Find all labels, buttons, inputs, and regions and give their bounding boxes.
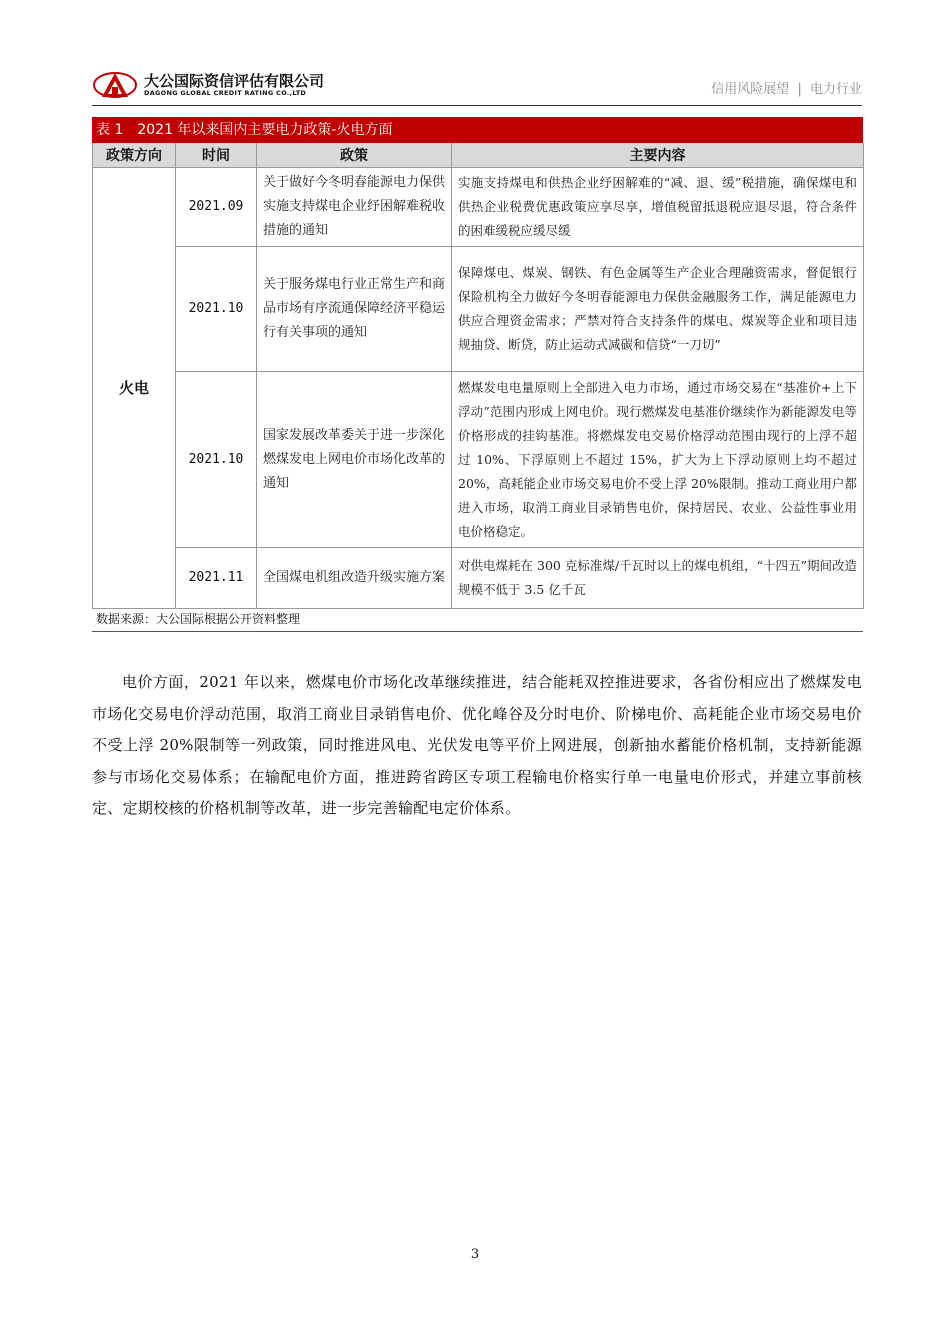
content-cell: 对供电煤耗在 300 克标准煤/千瓦时以上的煤电机组，“十四五”期间改造规模不低于 3.5 亿千瓦 (452, 548, 864, 609)
company-name-en: DAGONG GLOBAL CREDIT RATING CO.,LTD (144, 89, 307, 97)
page-header (92, 66, 862, 106)
column-header-content: 主要内容 (452, 143, 864, 168)
company-name-cn: 大公国际资信评估有限公司 (144, 72, 325, 90)
content-cell: 实施支持煤电和供热企业纾困解难的“减、退、缓”税措施，确保煤电和供热企业税费优惠政策应享尽享，增值税留抵退税应退尽退，符合条件的困难缓税应缓尽缓 (452, 168, 864, 247)
industry-label: 电力行业 (809, 82, 862, 97)
time-cell: 2021.09 (176, 168, 257, 247)
policy-cell: 国家发展改革委关于进一步深化燃煤发电上网电价市场化改革的通知 (257, 372, 452, 548)
header-divider (92, 105, 862, 106)
content-cell: 保障煤电、煤炭、钢铁、有色金属等生产企业合理融资需求，督促银行保险机构全力做好今冬明春能源电力保供金融服务工作，满足能源电力供应合理资金需求；严禁对符合支持条件的煤电、煤炭等企业和项目违规抽贷、断贷，防止运动式减碳和信贷“一刀切” (452, 247, 864, 372)
time-cell: 2021.11 (176, 548, 257, 609)
page-number: 3 (470, 1247, 480, 1262)
time-cell: 2021.10 (176, 247, 257, 372)
table-row (93, 247, 864, 372)
body-paragraph: 电价方面，2021 年以来，燃煤电价市场化改革继续推进，结合能耗双控推进要求，各省份相应出了燃煤发电市场化交易电价浮动范围，取消工商业目录销售电价、优化峰谷及分时电价、阶梯电价、高耗能企业市场交易电价不受上浮 20%限制等一列政策，同时推进风电、光伏发电等平价上网进展，创新抽水蓄能价格机制，支持新能源参与市场化交易体系；在输配电价方面，推进跨省跨区专项工程输电价格实行单一电量电价形式，并建立事前核定、定期校核的价格机制等改革，进一步完善输配电定价体系。 (92, 673, 862, 817)
table-row (93, 372, 864, 548)
report-type: 信用风险展望 (711, 82, 790, 97)
table-source-note: 数据来源：大公国际根据公开资料整理 (92, 606, 863, 632)
policy-cell: 全国煤电机组改造升级实施方案 (257, 548, 452, 609)
content-cell: 燃煤发电电量原则上全部进入电力市场，通过市场交易在“基准价+上下浮动”范围内形成上网电价。现行燃煤发电基准价继续作为新能源发电等价格形成的挂钩基准。将燃煤发电交易价格浮动范围由现行的上浮不超过 10%、下浮原则上不超过 15%，扩大为上下浮动原则上均不超过 20%，高耗能企业市场交易电价不受上浮 20%限制。推动工商业用户都进入市场，取消工商业目录销售电价，保持居民、农业、公益性事业用电价格稳定。 (452, 372, 864, 548)
table-row (93, 548, 864, 609)
time-cell: 2021.10 (176, 372, 257, 548)
company-logo-icon (92, 70, 138, 100)
policy-cell: 关于服务煤电行业正常生产和商品市场有序流通保障经济平稳运行有关事项的通知 (257, 247, 452, 372)
table-row (93, 168, 864, 247)
column-header-direction: 政策方向 (93, 143, 176, 168)
category-cell: 火电 (93, 168, 176, 609)
report-category (711, 78, 862, 97)
table-header-row (93, 143, 864, 168)
column-header-policy: 政策 (257, 143, 452, 168)
header-separator: | (797, 82, 802, 97)
policy-cell: 关于做好今冬明春能源电力保供实施支持煤电企业纾困解难税收措施的通知 (257, 168, 452, 247)
policy-table (92, 143, 864, 609)
column-header-time: 时间 (176, 143, 257, 168)
table-title: 表 1 2021 年以来国内主要电力政策-火电方面 (92, 117, 863, 143)
